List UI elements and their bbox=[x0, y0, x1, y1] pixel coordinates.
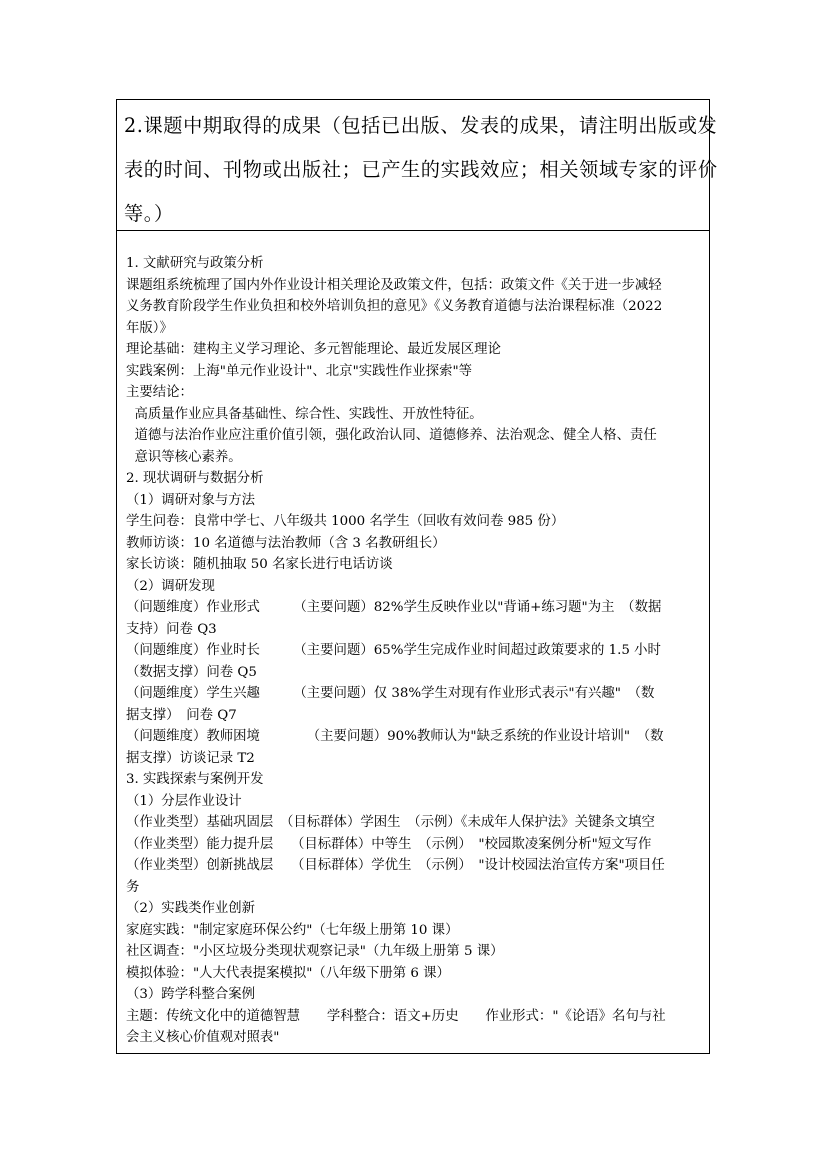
content-line: 1. 文献研究与政策分析 bbox=[126, 256, 264, 271]
content-line: 主要结论： bbox=[126, 385, 193, 400]
content-line: 务 bbox=[126, 879, 140, 895]
section-heading-cell bbox=[117, 100, 718, 231]
content-line: 模拟体验："人大代表提案模拟"（八年级下册第 6 课） bbox=[126, 965, 450, 981]
section-heading-line-2: 表的时间、刊物或出版社；已产生的实践效应；相关领域专家的评价 bbox=[124, 158, 718, 181]
section-heading-line-3: 等。） bbox=[124, 202, 174, 225]
content-line: 主题：传统文化中的道德智慧 学科整合：语文+历史 作业形式："《论语》名句与社 bbox=[126, 1008, 666, 1024]
content-line: 家庭实践："制定家庭环保公约"（七年级上册第 10 课） bbox=[126, 922, 459, 938]
achievement-table bbox=[116, 99, 718, 1054]
content-line: 支持）问卷 Q3 bbox=[126, 621, 217, 637]
content-line: （作业类型）创新挑战层 （目标群体）学优生 （示例） "设计校园法治宣传方案"项目任 bbox=[126, 858, 665, 873]
content-line: 道德与法治作业应注重价值引领，强化政治认同、道德修养、法治观念、健全人格、责任 bbox=[126, 428, 657, 443]
content-line: （2）调研发现 bbox=[126, 578, 215, 594]
content-line: 教师访谈：10 名道德与法治教师（含 3 名教研组长） bbox=[126, 535, 446, 551]
content-line: 学生问卷：良常中学七、八年级共 1000 名学生（回收有效问卷 985 份） bbox=[126, 514, 565, 529]
content-line: 3. 实践探索与案例开发 bbox=[126, 772, 264, 787]
content-line: 社区调查："小区垃圾分类现状观察记录"（九年级上册第 5 课） bbox=[126, 944, 504, 959]
content-line: （问题维度）教师困境 （主要问题）90%教师认为"缺乏系统的作业设计培训" （数 bbox=[126, 729, 664, 744]
content-line: 2. 现状调研与数据分析 bbox=[126, 471, 264, 486]
content-line: 年版）》 bbox=[126, 320, 173, 336]
content-line: 据支撑）访谈记录 T2 bbox=[126, 750, 255, 766]
content-line: 据支撑） 问卷 Q7 bbox=[126, 707, 237, 723]
content-line: 实践案例：上海"单元作业设计"、北京"实践性作业探索"等 bbox=[126, 363, 473, 379]
content-line: 会主义核心价值观对照表" bbox=[126, 1030, 280, 1045]
content-line: （问题维度）作业时长 （主要问题）65%学生完成作业时间超过政策要求的 1.5 小时 bbox=[126, 643, 661, 658]
content-line: 家长访谈：随机抽取 50 名家长进行电话访谈 bbox=[126, 557, 393, 572]
content-line: （问题维度）学生兴趣 （主要问题）仅 38%学生对现有作业形式表示"有兴趣" （数 bbox=[126, 686, 655, 701]
content-line: （问题维度）作业形式 （主要问题）82%学生反映作业以"背诵+练习题"为主 （数据 bbox=[126, 600, 662, 615]
content-line: 理论基础：建构主义学习理论、多元智能理论、最近发展区理论 bbox=[126, 342, 501, 357]
content-line: （3）跨学科整合案例 bbox=[126, 987, 256, 1002]
section-heading-line-1: 2.课题中期取得的成果（包括已出版、发表的成果，请注明出版或发 bbox=[124, 114, 718, 137]
section-content-cell bbox=[117, 231, 709, 1053]
content-line: 高质量作业应具备基础性、综合性、实践性、开放性特征。 bbox=[126, 406, 483, 422]
content-line: （2）实践类作业创新 bbox=[126, 901, 256, 916]
content-line: 课题组系统梳理了国内外作业设计相关理论及政策文件，包括：政策文件《关于进一步减轻 bbox=[126, 277, 662, 293]
content-line: （作业类型）基础巩固层 （目标群体）学困生 （示例）《未成年人保护法》关键条文填空 bbox=[126, 815, 655, 830]
content-line: （1）调研对象与方法 bbox=[126, 492, 256, 508]
content-line: （数据支撑）问卷 Q5 bbox=[126, 664, 257, 680]
content-line: 义务教育阶段学生作业负担和校外培训负担的意见》《义务教育道德与法治课程标准（2022 bbox=[126, 299, 663, 314]
content-line: （作业类型）能力提升层 （目标群体）中等生 （示例） "校园欺凌案例分析"短文写作 bbox=[126, 836, 652, 852]
content-line: （1）分层作业设计 bbox=[126, 793, 242, 809]
content-line: 意识等核心素养。 bbox=[126, 449, 242, 465]
